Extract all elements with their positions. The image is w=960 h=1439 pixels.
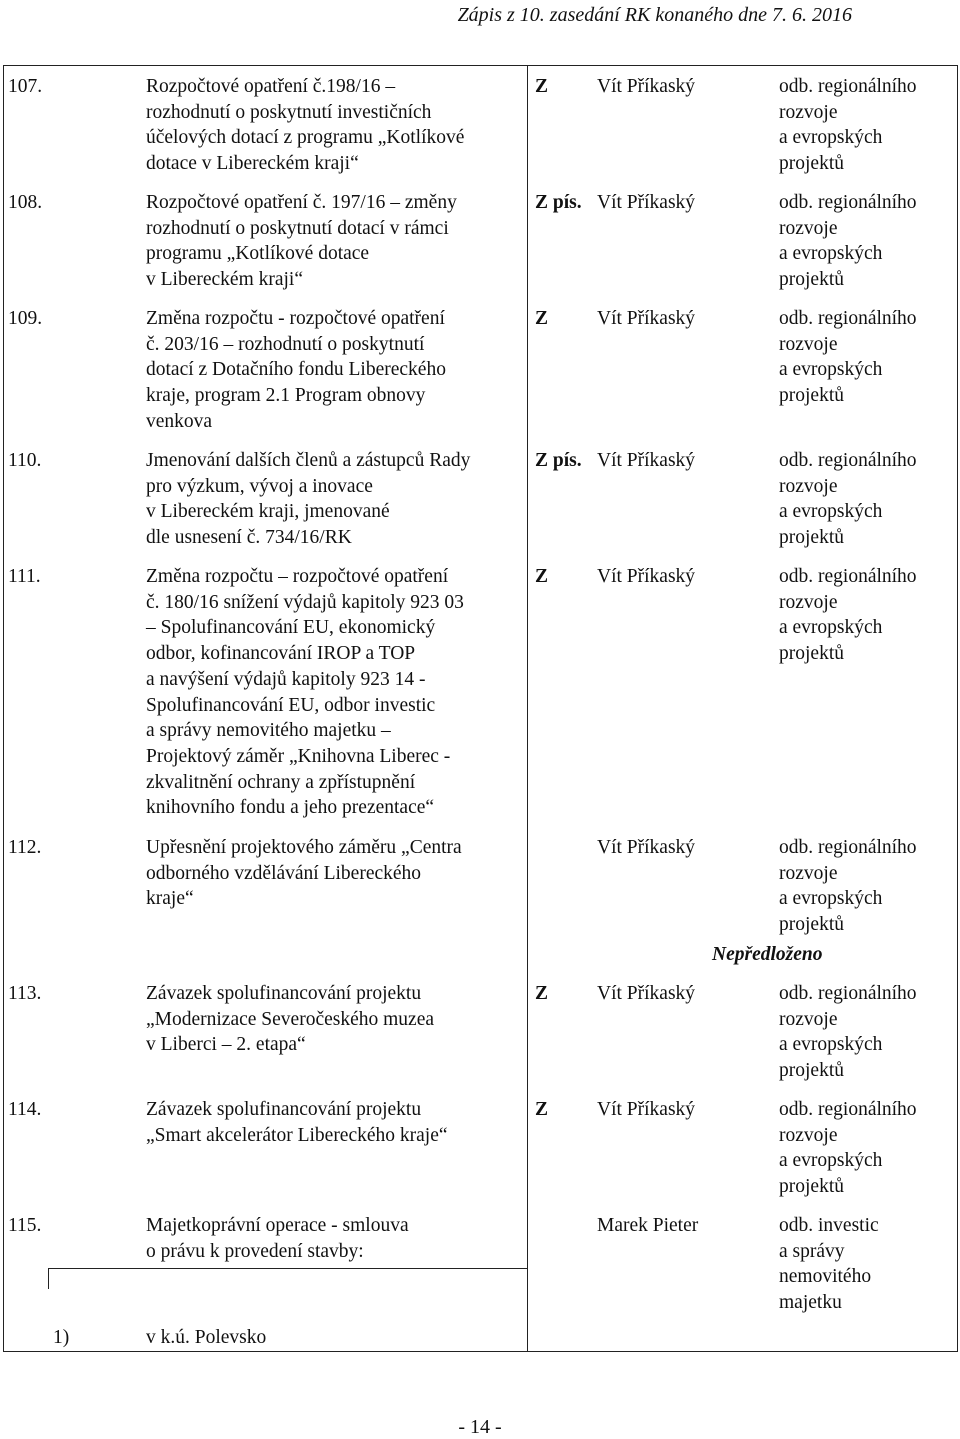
description-line: programu „Kotlíkové dotace (146, 243, 370, 265)
department-line: nemovitého (779, 1266, 872, 1288)
department-line: rozvoje (779, 862, 838, 884)
status-mark: Z (535, 76, 549, 97)
item-description (146, 74, 523, 177)
description-line: o právu k provedení stavby: (146, 1240, 364, 1262)
department-line: projektů (779, 1060, 844, 1082)
item-description (146, 190, 523, 293)
department-line: odb. regionálního (779, 450, 917, 471)
department (779, 981, 917, 1084)
department (779, 190, 917, 293)
department (779, 835, 917, 938)
department-line: projektů (779, 1176, 844, 1198)
description-line: Změna rozpočtu - rozpočtové opatření (146, 308, 445, 329)
department-line: a evropských (779, 1034, 883, 1056)
presenter-name: Vít Příkaský (597, 76, 696, 97)
department (779, 1213, 879, 1316)
presenter-name: Vít Příkaský (597, 192, 696, 213)
department (779, 564, 917, 667)
department-line: a evropských (779, 359, 883, 381)
description-line: venkova (146, 410, 213, 432)
item-description (146, 306, 523, 435)
description-line: účelových dotací z programu „Kotlíkové (146, 127, 465, 149)
status-mark: Z (535, 308, 549, 329)
item-description (146, 564, 523, 821)
description-line: Spolufinancování EU, odbor investic (146, 694, 436, 716)
description-line: „Smart akcelerátor Libereckého kraje“ (146, 1124, 448, 1146)
department-line: rozvoje (779, 333, 838, 355)
description-line: – Spolufinancování EU, ekonomický (146, 617, 436, 639)
item-number: 109. (8, 308, 43, 329)
description-line: zkvalitnění ochrany a zpřístupnění (146, 771, 416, 793)
department-line: a evropských (779, 888, 883, 910)
description-line: dotací z Dotačního fondu Libereckého (146, 359, 446, 381)
status-mark: Z pís. (535, 192, 582, 213)
description-line: a správy nemovitého majetku – (146, 720, 391, 742)
department-line: a evropských (779, 1150, 883, 1172)
description-line: Rozpočtové opatření č. 197/16 – změny (146, 192, 457, 213)
item-number: 115. (8, 1215, 42, 1236)
department-line: rozvoje (779, 101, 838, 123)
page-header: Zápis z 10. zasedání RK konaného dne 7. 6. 2016 (457, 4, 852, 26)
department-line: odb. regionálního (779, 983, 917, 1004)
department-line: a evropských (779, 127, 883, 149)
item-number: 107. (8, 76, 43, 97)
status-mark: Z (535, 983, 549, 1004)
department-line: projektů (779, 527, 844, 549)
department-line: odb. investic (779, 1215, 879, 1236)
department-line: odb. regionálního (779, 192, 917, 213)
description-line: Majetkoprávní operace - smlouva (146, 1215, 409, 1236)
department-line: rozvoje (779, 475, 838, 497)
description-line: č. 180/16 snížení výdajů kapitoly 923 03 (146, 591, 464, 613)
description-line: č. 203/16 – rozhodnutí o poskytnutí (146, 333, 425, 355)
department-line: rozvoje (779, 1124, 838, 1146)
department-line: projektů (779, 914, 844, 936)
presenter-name: Vít Příkaský (597, 566, 696, 587)
item-description (146, 1097, 523, 1148)
presenter-name: Vít Příkaský (597, 450, 696, 471)
department-line: projektů (779, 153, 844, 175)
description-line: odborného vzdělávání Libereckého (146, 862, 422, 884)
subitem-box (48, 1268, 527, 1289)
presenter-name: Vít Příkaský (597, 308, 696, 329)
description-line: Projektový záměr „Knihovna Liberec - (146, 745, 451, 767)
department-line: odb. regionálního (779, 837, 917, 858)
department (779, 74, 917, 177)
description-line: kraje“ (146, 888, 194, 910)
status-mark: Z (535, 1099, 549, 1120)
subitem-number: 1) (53, 1327, 70, 1348)
description-line: „Modernizace Severočeského muzea (146, 1008, 435, 1030)
status-mark: Z pís. (535, 450, 582, 471)
description-line: Rozpočtové opatření č.198/16 – (146, 76, 396, 97)
department-line: a evropských (779, 501, 883, 523)
description-line: pro výzkum, vývoj a inovace (146, 475, 373, 497)
department-line: projektů (779, 385, 844, 407)
item-description (146, 1213, 523, 1264)
description-line: knihovního fondu a jeho prezentace“ (146, 797, 435, 819)
item-description (146, 448, 523, 551)
department-line: odb. regionálního (779, 76, 917, 97)
item-description (146, 835, 523, 912)
item-number: 114. (8, 1099, 42, 1120)
department-line: a správy (779, 1240, 845, 1262)
description-line: v Liberci – 2. etapa“ (146, 1034, 306, 1056)
column-divider (527, 65, 528, 1352)
department-line: projektů (779, 269, 844, 291)
description-line: rozhodnutí o poskytnutí dotací v rámci (146, 217, 449, 239)
department (779, 306, 917, 409)
item-note: Nepředloženo (712, 944, 823, 965)
department-line: rozvoje (779, 1008, 838, 1030)
status-mark: Z (535, 566, 549, 587)
description-line: v Libereckém kraji“ (146, 269, 303, 291)
department-line: odb. regionálního (779, 1099, 917, 1120)
page-number: - 14 - (458, 1416, 502, 1438)
department-line: projektů (779, 643, 844, 665)
description-line: v Libereckém kraji, jmenované (146, 501, 390, 523)
department (779, 448, 917, 551)
description-line: odbor, kofinancování IROP a TOP (146, 643, 416, 665)
department-line: majetku (779, 1292, 842, 1314)
presenter-name: Vít Příkaský (597, 837, 696, 858)
item-number: 112. (8, 837, 42, 858)
description-line: Upřesnění projektového záměru „Centra (146, 837, 462, 858)
presenter-name: Vít Příkaský (597, 1099, 696, 1120)
description-line: Změna rozpočtu – rozpočtové opatření (146, 566, 449, 587)
department-line: odb. regionálního (779, 308, 917, 329)
department (779, 1097, 917, 1200)
department-line: odb. regionálního (779, 566, 917, 587)
item-number: 111. (8, 566, 41, 587)
item-number: 113. (8, 983, 42, 1004)
item-description (146, 981, 523, 1058)
presenter-name: Vít Příkaský (597, 983, 696, 1004)
description-line: Jmenování dalších členů a zástupců Rady (146, 450, 471, 471)
description-line: dle usnesení č. 734/16/RK (146, 527, 352, 549)
description-line: Závazek spolufinancování projektu (146, 1099, 422, 1120)
item-number: 108. (8, 192, 43, 213)
department-line: rozvoje (779, 217, 838, 239)
department-line: rozvoje (779, 591, 838, 613)
description-line: Závazek spolufinancování projektu (146, 983, 422, 1004)
presenter-name: Marek Pieter (597, 1215, 699, 1236)
description-line: kraje, program 2.1 Program obnovy (146, 385, 426, 407)
description-line: rozhodnutí o poskytnutí investičních (146, 101, 432, 123)
subitem-description: v k.ú. Polevsko (146, 1327, 267, 1348)
description-line: a navýšení výdajů kapitoly 923 14 - (146, 668, 426, 690)
item-number: 110. (8, 450, 42, 471)
description-line: dotace v Libereckém kraji“ (146, 153, 359, 175)
department-line: a evropských (779, 243, 883, 265)
department-line: a evropských (779, 617, 883, 639)
